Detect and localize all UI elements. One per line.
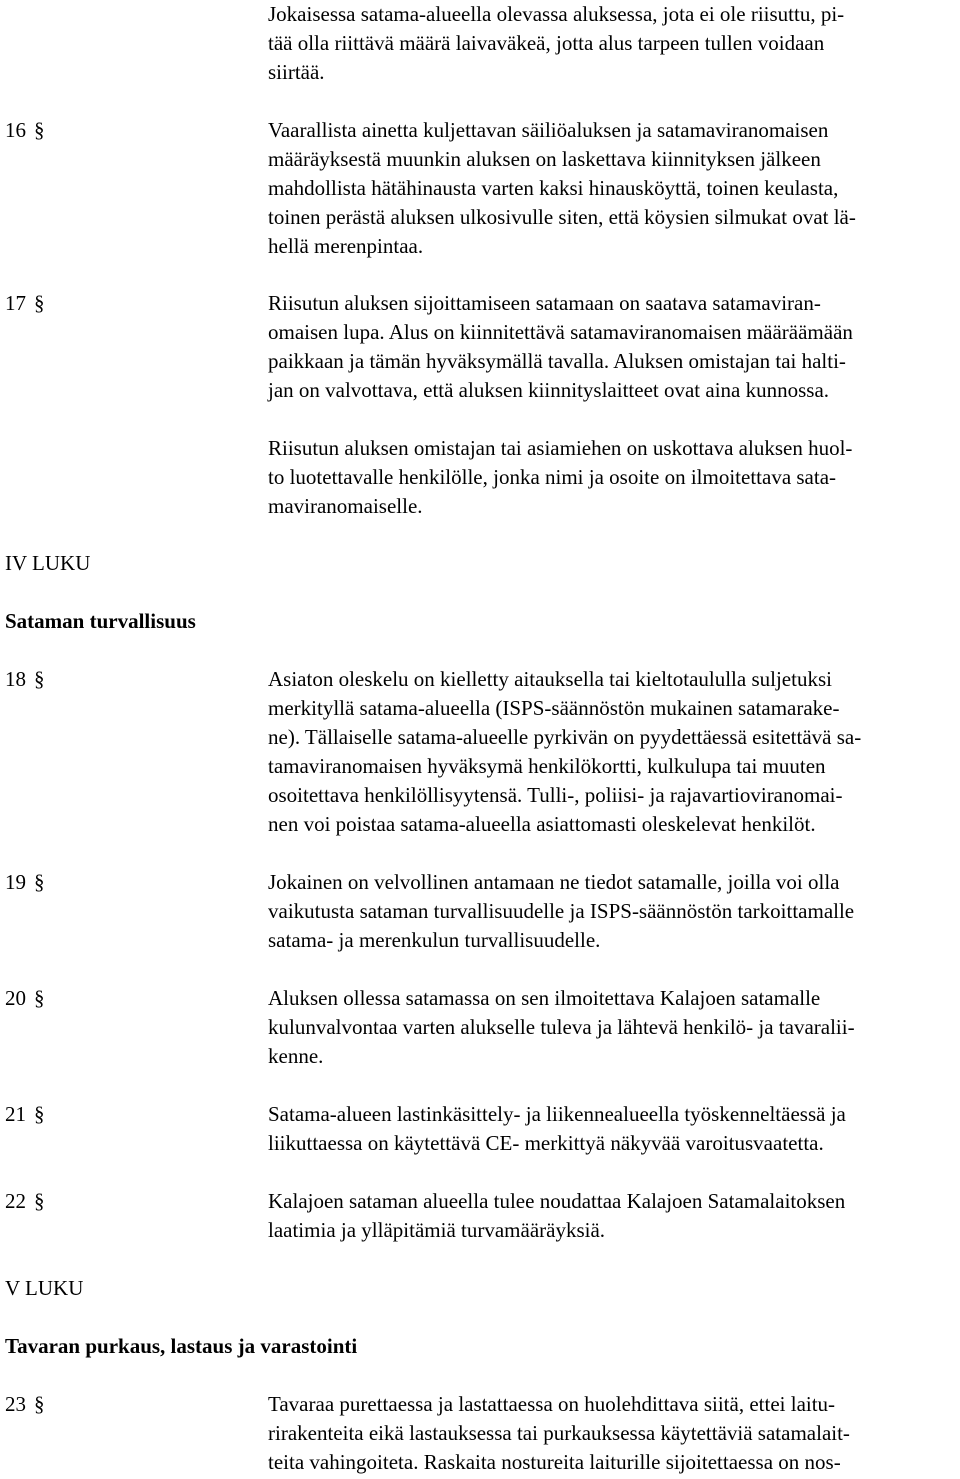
section-number: 17 (5, 291, 26, 315)
section-number: 18 (5, 667, 26, 691)
paragraph-line: osoitettava henkilöllisyytensä. Tulli-, poliisi- ja rajavartioviranomai- (268, 783, 843, 807)
section-number: 19 (5, 870, 26, 894)
paragraph-line: kenne. (268, 1044, 324, 1068)
paragraph-21 (268, 1100, 958, 1158)
paragraph-20 (268, 984, 958, 1071)
paragraph-line: teita vahingoiteta. Raskaita nostureita laiturille sijoitettaessa on nos- (268, 1450, 841, 1474)
paragraph-18 (268, 665, 958, 839)
section-sign: § (34, 1102, 45, 1126)
paragraph-line: jan on valvottava, että aluksen kiinnityslaitteet ovat aina kunnossa. (268, 378, 830, 402)
section-number-21 (5, 1100, 45, 1129)
section-number-16 (5, 116, 45, 145)
section-number: 16 (5, 118, 26, 142)
section-sign: § (34, 1189, 45, 1213)
paragraph-line: mahdollista hätähinausta varten kaksi hinausköyttä, toinen keulasta, (268, 176, 839, 200)
paragraph-line: Riisutun aluksen sijoittamiseen satamaan on saatava satamaviran- (268, 291, 821, 315)
chapter-heading: IV LUKU (5, 551, 91, 575)
paragraph-line: satama- ja merenkulun turvallisuudelle. (268, 928, 601, 952)
section-number-20 (5, 984, 45, 1013)
paragraph-16 (268, 116, 958, 261)
section-number: 20 (5, 986, 26, 1010)
section-sign: § (34, 291, 45, 315)
paragraph-line: merkityllä satama-alueella (ISPS-säännöstön mukainen satamarake- (268, 696, 840, 720)
paragraph-line: määräyksestä muunkin aluksen on laskettava kiinnityksen jälkeen (268, 147, 821, 171)
paragraph-line: liikuttaessa on käytettävä CE- merkittyä näkyvää varoitusvaatetta. (268, 1131, 824, 1155)
paragraph-line: nen voi poistaa satama-alueella asiattomasti oleskelevat henkilöt. (268, 812, 816, 836)
section-number-23 (5, 1390, 45, 1419)
chapter-title: Sataman turvallisuus (5, 609, 196, 633)
section-number-18 (5, 665, 45, 694)
section-sign: § (34, 667, 45, 691)
paragraph-line: Tavaraa purettaessa ja lastattaessa on huolehdittava siitä, ettei laitu- (268, 1392, 836, 1416)
paragraph-line: laatimia ja ylläpitämiä turvamääräyksiä. (268, 1218, 606, 1242)
paragraph-line: Riisutun aluksen omistajan tai asiamiehen on uskottava aluksen huol- (268, 436, 853, 460)
paragraph-line: toinen perästä aluksen ulkosivulle siten, että köysien silmukat ovat lä- (268, 205, 856, 229)
section-number: 22 (5, 1189, 26, 1213)
paragraph-line: Satama-alueen lastinkäsittely- ja liikennealueella työskenneltäessä ja (268, 1102, 846, 1126)
paragraph-line: hellä merenpintaa. (268, 234, 424, 258)
section-sign: § (34, 986, 45, 1010)
paragraph-continuation (268, 0, 958, 87)
section-number-22 (5, 1187, 45, 1216)
paragraph-22 (268, 1187, 958, 1245)
paragraph-line: tää olla riittävä määrä laivaväkeä, jotta alus tarpeen tullen voidaan (268, 31, 825, 55)
paragraph-line: Asiaton oleskelu on kielletty aitauksella tai kieltotaululla suljetuksi (268, 667, 832, 691)
paragraph-17-continued (268, 434, 958, 521)
paragraph-line: rirakenteita eikä lastauksessa tai purkauksessa käytettäviä satamalait- (268, 1421, 850, 1445)
paragraph-line: Aluksen ollessa satamassa on sen ilmoitettava Kalajoen satamalle (268, 986, 821, 1010)
section-sign: § (34, 870, 45, 894)
paragraph-line: kulunvalvontaa varten alukselle tuleva ja lähtevä henkilö- ja tavaralii- (268, 1015, 855, 1039)
section-number-17 (5, 289, 45, 318)
section-sign: § (34, 118, 45, 142)
paragraph-23 (268, 1390, 958, 1477)
chapter-title: Tavaran purkaus, lastaus ja varastointi (5, 1334, 358, 1358)
section-sign: § (34, 1392, 45, 1416)
paragraph-19 (268, 868, 958, 955)
section-number: 21 (5, 1102, 26, 1126)
paragraph-17 (268, 289, 958, 405)
section-number-19 (5, 868, 45, 897)
paragraph-line: maviranomaiselle. (268, 494, 423, 518)
paragraph-line: Jokainen on velvollinen antamaan ne tiedot satamalle, joilla voi olla (268, 870, 840, 894)
paragraph-line: Jokaisessa satama-alueella olevassa aluksessa, jota ei ole riisuttu, pi- (268, 2, 845, 26)
paragraph-line: siirtää. (268, 60, 325, 84)
paragraph-line: Kalajoen sataman alueella tulee noudattaa Kalajoen Satamalaitoksen (268, 1189, 846, 1213)
paragraph-line: to luotettavalle henkilölle, jonka nimi ja osoite on ilmoitettava sata- (268, 465, 837, 489)
paragraph-line: vaikutusta sataman turvallisuudelle ja ISPS-säännöstön tarkoittamalle (268, 899, 855, 923)
section-number: 23 (5, 1392, 26, 1416)
paragraph-line: tamaviranomaisen hyväksymä henkilökortti, kulkulupa tai muuten (268, 754, 826, 778)
chapter-heading: V LUKU (5, 1276, 84, 1300)
paragraph-line: paikkaan ja tämän hyväksymällä tavalla. Aluksen omistajan tai halti- (268, 349, 846, 373)
paragraph-line: omaisen lupa. Alus on kiinnitettävä satamaviranomaisen määräämään (268, 320, 853, 344)
paragraph-line: ne). Tällaiselle satama-alueelle pyrkivän on pyydettäessä esitettävä sa- (268, 725, 862, 749)
paragraph-line: Vaarallista ainetta kuljettavan säiliöaluksen ja satamaviranomaisen (268, 118, 829, 142)
